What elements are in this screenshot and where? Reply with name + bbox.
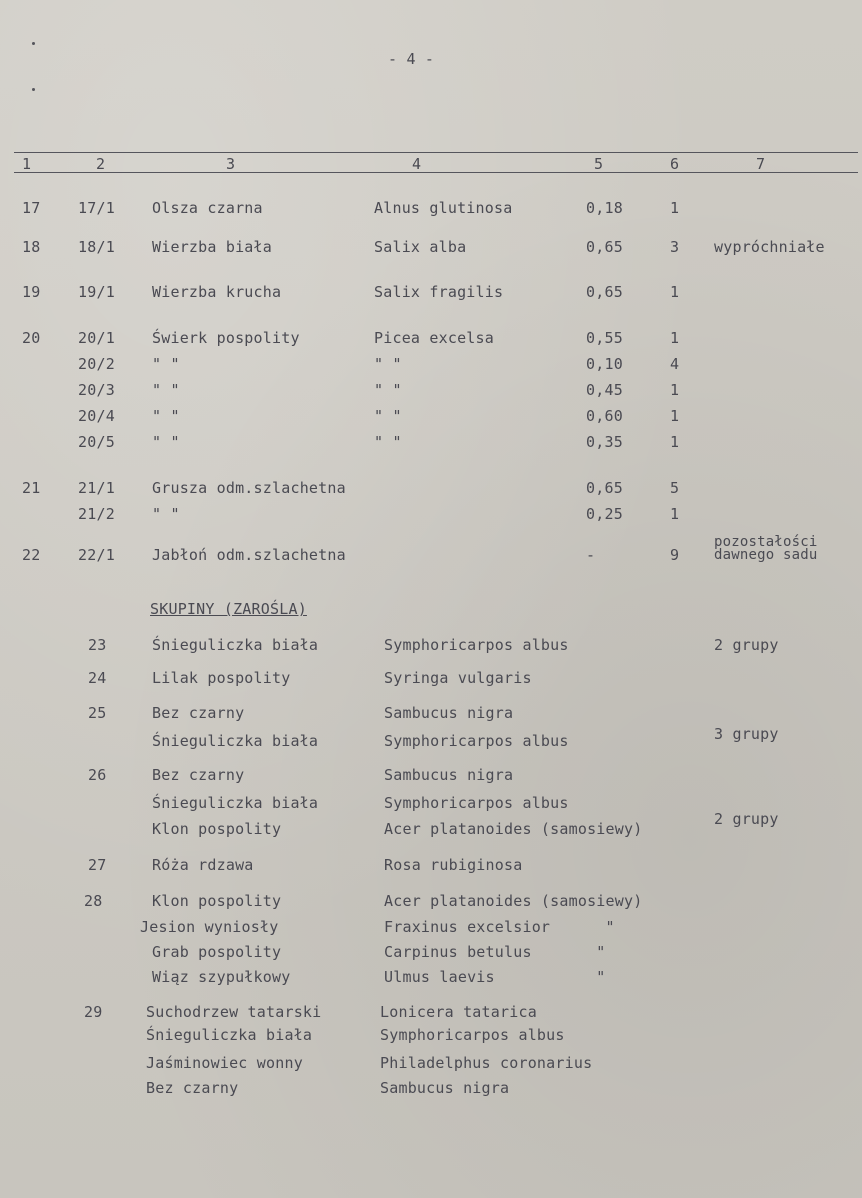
species-polish-name: Klon pospolity bbox=[152, 892, 282, 910]
group-id: 26 bbox=[88, 766, 107, 784]
cell-col-4: " " bbox=[374, 355, 402, 373]
species-latin-name: Acer platanoides (samosiewy) bbox=[384, 892, 643, 910]
column-header-4: 4 bbox=[412, 155, 422, 173]
header-rule-top bbox=[14, 152, 858, 153]
cell-col-6: 3 bbox=[670, 238, 680, 256]
cell-col-5: - bbox=[586, 546, 596, 564]
cell-col-4: " " bbox=[374, 407, 402, 425]
cell-col-2: 21/1 bbox=[78, 479, 115, 497]
cell-col-5: 0,65 bbox=[586, 283, 623, 301]
cell-col-3: " " bbox=[152, 407, 180, 425]
cell-col-6: 4 bbox=[670, 355, 680, 373]
cell-col-3: Wierzba biała bbox=[152, 238, 272, 256]
species-latin-name: Symphoricarpos albus bbox=[384, 636, 569, 654]
cell-col-2: 20/2 bbox=[78, 355, 115, 373]
group-id: 24 bbox=[88, 669, 107, 687]
species-polish-name: Lilak pospolity bbox=[152, 669, 291, 687]
cell-col-5: 0,10 bbox=[586, 355, 623, 373]
species-latin-name: Philadelphus coronarius bbox=[380, 1054, 593, 1072]
species-latin-name: Lonicera tatarica bbox=[380, 1003, 537, 1021]
species-polish-name: Bez czarny bbox=[152, 766, 245, 784]
cell-col-4: " " bbox=[374, 433, 402, 451]
cell-col-1: 18 bbox=[22, 238, 41, 256]
column-header-7: 7 bbox=[756, 155, 766, 173]
species-latin-name: Rosa rubiginosa bbox=[384, 856, 523, 874]
species-polish-name: Śnieguliczka biała bbox=[146, 1026, 313, 1044]
cell-col-2: 20/5 bbox=[78, 433, 115, 451]
species-latin-name: Carpinus betulus " bbox=[384, 943, 606, 961]
cell-col-4: Picea excelsa bbox=[374, 329, 494, 347]
cell-col-6: 1 bbox=[670, 381, 680, 399]
group-id: 25 bbox=[88, 704, 107, 722]
cell-col-7: wypróchniałe bbox=[714, 238, 825, 256]
cell-col-6: 1 bbox=[670, 283, 680, 301]
group-note: 3 grupy bbox=[714, 725, 779, 743]
cell-col-2: 20/1 bbox=[78, 329, 115, 347]
group-id: 28 bbox=[84, 892, 103, 910]
species-latin-name: Acer platanoides (samosiewy) bbox=[384, 820, 643, 838]
cell-col-3: Olsza czarna bbox=[152, 199, 263, 217]
group-note: 2 grupy bbox=[714, 636, 779, 654]
cell-col-4: Salix alba bbox=[374, 238, 467, 256]
cell-col-1: 20 bbox=[22, 329, 41, 347]
column-header-1: 1 bbox=[22, 155, 32, 173]
cell-col-4: Alnus glutinosa bbox=[374, 199, 513, 217]
species-latin-name: Syringa vulgaris bbox=[384, 669, 532, 687]
section-title: SKUPINY (ZAROŚLA) bbox=[150, 600, 307, 618]
cell-col-5: 0,65 bbox=[586, 238, 623, 256]
margin-mark bbox=[32, 88, 35, 91]
species-polish-name: Jaśminowiec wonny bbox=[146, 1054, 303, 1072]
species-polish-name: Bez czarny bbox=[152, 704, 245, 722]
species-polish-name: Wiąz szypułkowy bbox=[152, 968, 291, 986]
species-latin-name: Fraxinus excelsior " bbox=[384, 918, 615, 936]
cell-col-7: pozostałości dawnego sadu bbox=[714, 534, 818, 563]
cell-col-5: 0,25 bbox=[586, 505, 623, 523]
cell-col-1: 22 bbox=[22, 546, 41, 564]
species-polish-name: Róża rdzawa bbox=[152, 856, 254, 874]
page-number: - 4 - bbox=[388, 50, 435, 68]
cell-col-1: 17 bbox=[22, 199, 41, 217]
column-header-6: 6 bbox=[670, 155, 680, 173]
cell-col-1: 19 bbox=[22, 283, 41, 301]
species-latin-name: Ulmus laevis " bbox=[384, 968, 606, 986]
cell-col-3: " " bbox=[152, 433, 180, 451]
cell-col-2: 19/1 bbox=[78, 283, 115, 301]
cell-col-5: 0,45 bbox=[586, 381, 623, 399]
cell-col-3: " " bbox=[152, 381, 180, 399]
cell-col-5: 0,35 bbox=[586, 433, 623, 451]
species-polish-name: Suchodrzew tatarski bbox=[146, 1003, 322, 1021]
species-polish-name: Śnieguliczka biała bbox=[152, 732, 319, 750]
cell-col-2: 20/3 bbox=[78, 381, 115, 399]
cell-col-6: 1 bbox=[670, 407, 680, 425]
cell-col-2: 22/1 bbox=[78, 546, 115, 564]
species-polish-name: Grab pospolity bbox=[152, 943, 282, 961]
cell-col-6: 1 bbox=[670, 433, 680, 451]
margin-mark bbox=[32, 42, 35, 45]
species-latin-name: Sambucus nigra bbox=[384, 704, 514, 722]
group-id: 23 bbox=[88, 636, 107, 654]
cell-col-3: Wierzba krucha bbox=[152, 283, 282, 301]
cell-col-3: Grusza odm.szlachetna bbox=[152, 479, 346, 497]
column-header-3: 3 bbox=[226, 155, 236, 173]
species-latin-name: Symphoricarpos albus bbox=[380, 1026, 565, 1044]
cell-col-5: 0,60 bbox=[586, 407, 623, 425]
cell-col-5: 0,65 bbox=[586, 479, 623, 497]
cell-col-3: " " bbox=[152, 505, 180, 523]
species-polish-name: Śnieguliczka biała bbox=[152, 636, 319, 654]
species-polish-name: Klon pospolity bbox=[152, 820, 282, 838]
cell-col-2: 17/1 bbox=[78, 199, 115, 217]
cell-col-4: Salix fragilis bbox=[374, 283, 504, 301]
column-header-5: 5 bbox=[594, 155, 604, 173]
cell-col-3: Świerk pospolity bbox=[152, 329, 300, 347]
species-latin-name: Symphoricarpos albus bbox=[384, 794, 569, 812]
species-latin-name: Sambucus nigra bbox=[380, 1079, 510, 1097]
cell-col-2: 20/4 bbox=[78, 407, 115, 425]
species-polish-name: Bez czarny bbox=[146, 1079, 239, 1097]
species-polish-name: Jesion wyniosły bbox=[140, 918, 279, 936]
cell-col-2: 21/2 bbox=[78, 505, 115, 523]
species-latin-name: Symphoricarpos albus bbox=[384, 732, 569, 750]
group-id: 27 bbox=[88, 856, 107, 874]
cell-col-1: 21 bbox=[22, 479, 41, 497]
cell-col-6: 1 bbox=[670, 505, 680, 523]
cell-col-5: 0,55 bbox=[586, 329, 623, 347]
cell-col-6: 1 bbox=[670, 199, 680, 217]
cell-col-2: 18/1 bbox=[78, 238, 115, 256]
cell-col-5: 0,18 bbox=[586, 199, 623, 217]
cell-col-6: 5 bbox=[670, 479, 680, 497]
header-rule-bottom bbox=[14, 172, 858, 173]
species-latin-name: Sambucus nigra bbox=[384, 766, 514, 784]
cell-col-6: 1 bbox=[670, 329, 680, 347]
group-note: 2 grupy bbox=[714, 810, 779, 828]
column-header-2: 2 bbox=[96, 155, 106, 173]
group-id: 29 bbox=[84, 1003, 103, 1021]
species-polish-name: Śnieguliczka biała bbox=[152, 794, 319, 812]
cell-col-4: " " bbox=[374, 381, 402, 399]
cell-col-6: 9 bbox=[670, 546, 680, 564]
cell-col-3: Jabłoń odm.szlachetna bbox=[152, 546, 346, 564]
cell-col-3: " " bbox=[152, 355, 180, 373]
